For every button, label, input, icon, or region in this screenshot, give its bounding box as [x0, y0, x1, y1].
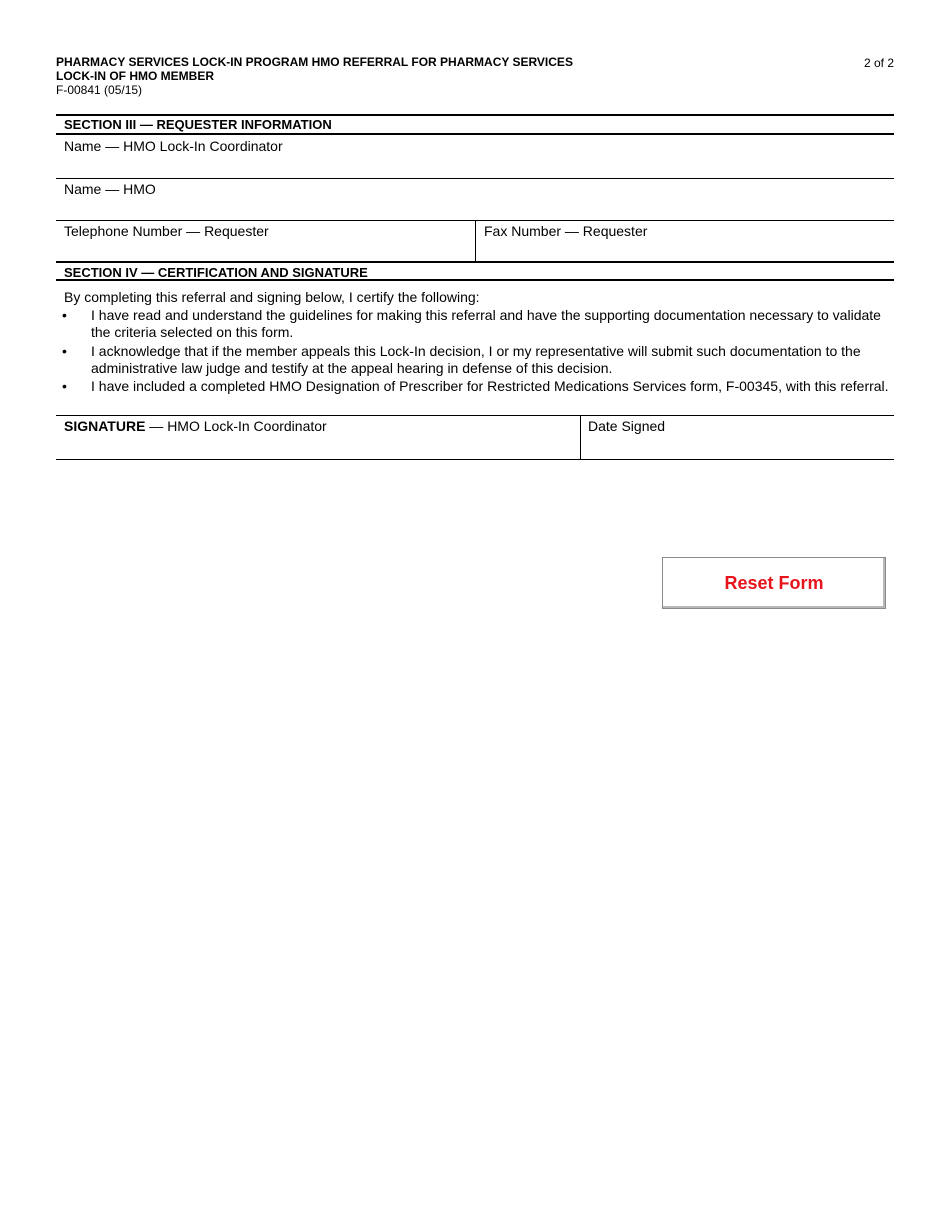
signature-label-bold: SIGNATURE: [64, 418, 146, 434]
section3-top-rule: [56, 114, 894, 116]
fax-field[interactable]: Fax Number — Requester: [484, 223, 648, 239]
column-divider: [580, 415, 581, 460]
signature-bottom-rule: [56, 459, 894, 460]
section4-heading: SECTION IV — CERTIFICATION AND SIGNATURE: [64, 265, 368, 280]
list-item: • I acknowledge that if the member appeals this Lock-In decision, I or my representative will submit such documentation to the administrative law judge and testify at the appeal hearing in defense of this decision.: [62, 342, 861, 376]
reset-form-button[interactable]: Reset Form: [662, 557, 886, 609]
form-header: [56, 55, 894, 97]
form-title-line2: LOCK-IN OF HMO MEMBER: [56, 69, 214, 83]
column-divider: [475, 220, 476, 262]
bullet-icon: •: [62, 378, 67, 394]
name-hmo-field[interactable]: Name — HMO: [64, 181, 156, 197]
section4-heading-rule: [56, 279, 894, 281]
telephone-field[interactable]: Telephone Number — Requester: [64, 223, 269, 239]
signature-top-rule: [56, 415, 894, 416]
bullet-icon: •: [62, 342, 67, 359]
page-number: 2 of 2: [863, 56, 894, 70]
section3-heading: SECTION III — REQUESTER INFORMATION: [64, 117, 332, 132]
signature-label-rest: — HMO Lock-In Coordinator: [145, 418, 327, 434]
bullet-icon: •: [62, 307, 67, 323]
list-item: • I have read and understand the guidelines for making this referral and have the supporting documentation necessary to validate the criteria selected on this form.: [62, 307, 881, 340]
section3-heading-rule: [56, 133, 894, 135]
section4-top-rule: [56, 261, 894, 263]
form-title-line1: PHARMACY SERVICES LOCK-IN PROGRAM HMO REFERRAL FOR PHARMACY SERVICES: [56, 55, 573, 69]
date-signed-field[interactable]: Date Signed: [588, 418, 666, 434]
name-coordinator-field[interactable]: Name — HMO Lock-In Coordinator: [64, 138, 283, 154]
certification-intro: By completing this referral and signing below, I certify the following:: [64, 289, 480, 305]
form-number: F-00841 (05/15): [56, 83, 143, 97]
list-item: • I have included a completed HMO Designation of Prescriber for Restricted Medications Services form, F-00345, with this referral.: [62, 378, 889, 394]
signature-field[interactable]: [64, 418, 327, 434]
row-divider: [56, 178, 894, 179]
certification-list: [56, 307, 894, 397]
